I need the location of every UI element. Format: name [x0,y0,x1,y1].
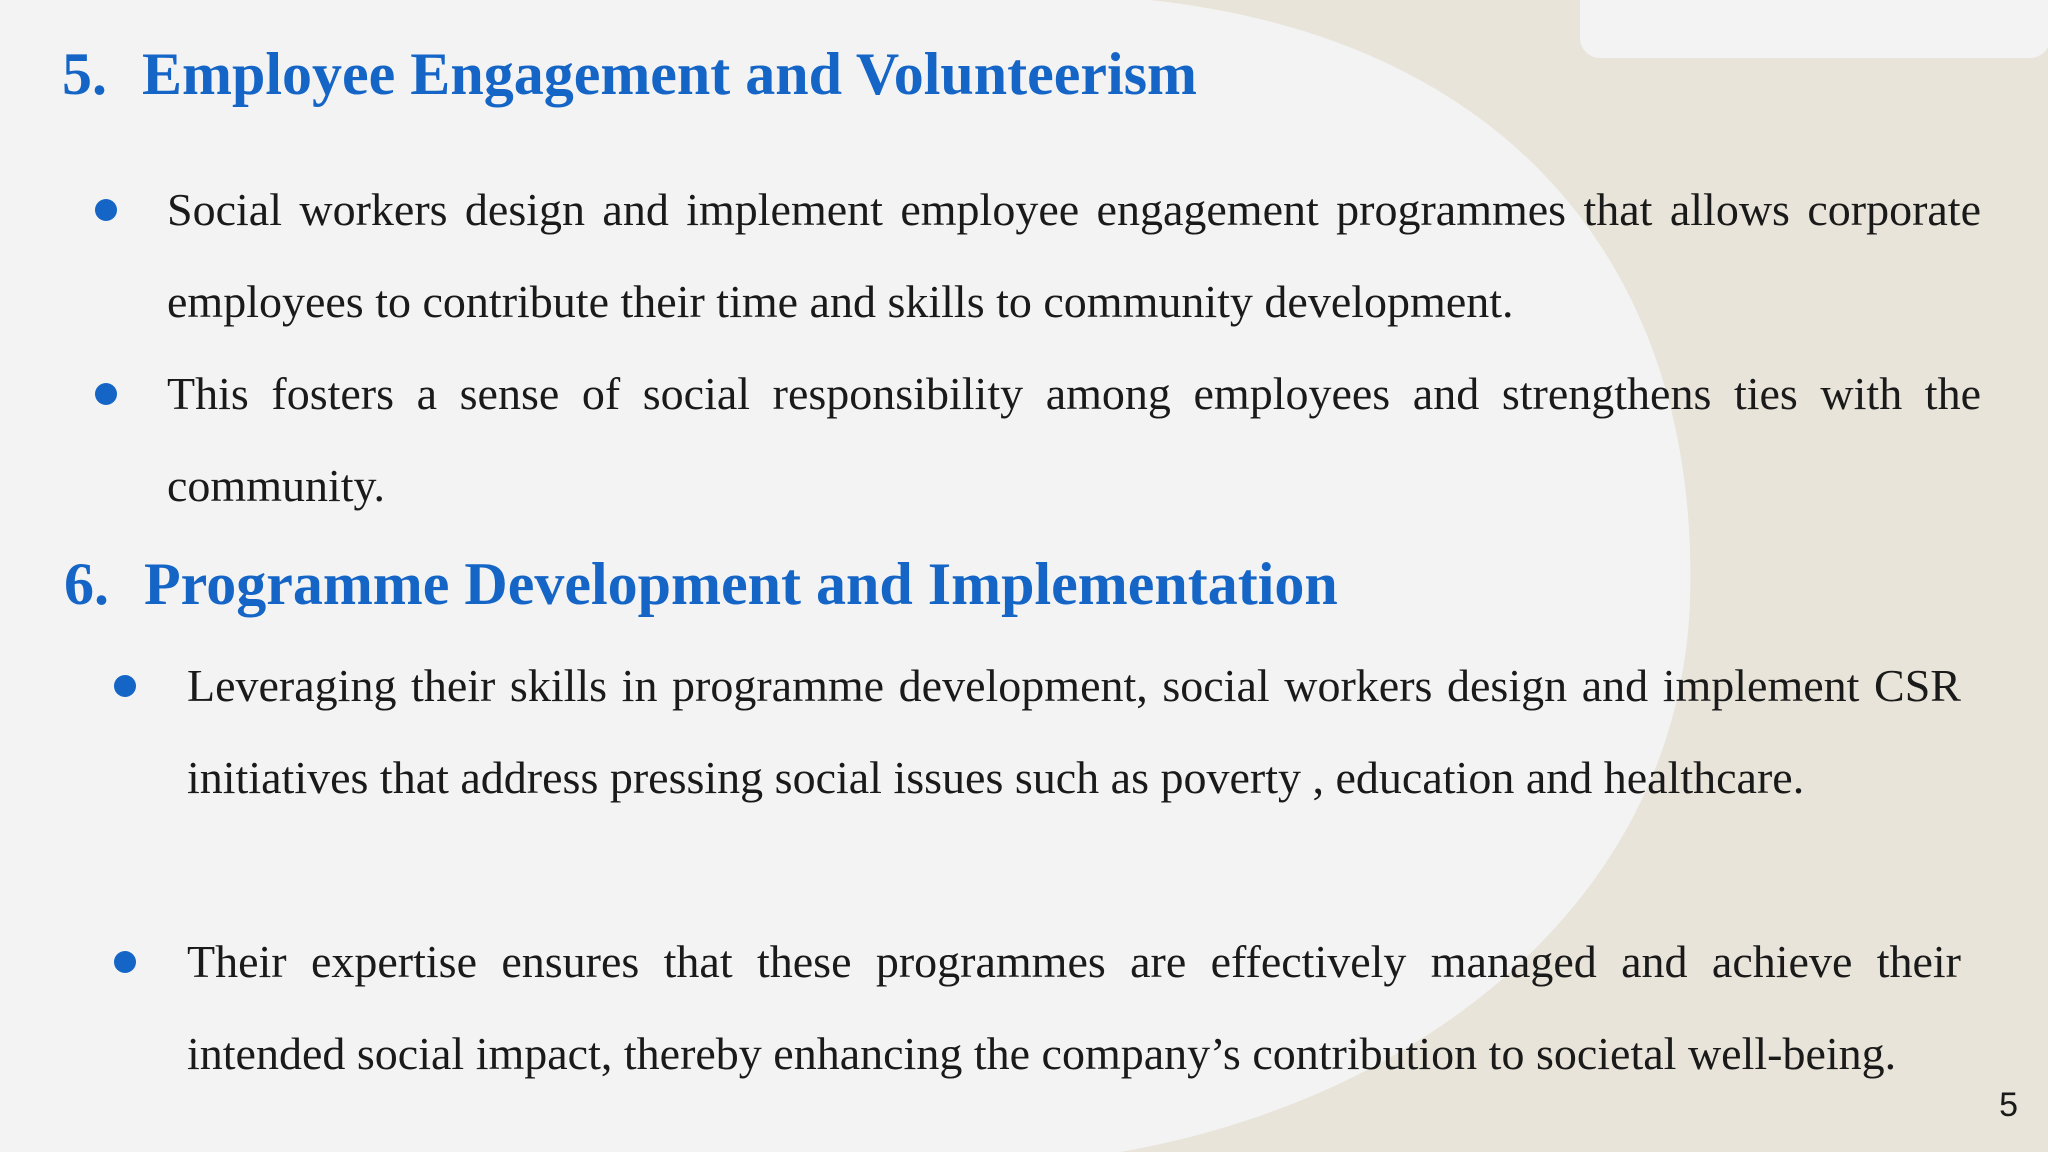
bullet-dot-icon [95,199,117,221]
bullet-dot-icon [114,951,136,973]
section-6-title: Programme Development and Implementation [144,551,1338,617]
bullet-dot-icon [114,675,136,697]
page-number: 5 [1999,1086,2018,1124]
bullet-text: Social workers design and implement employee engagement programmes that allows corporate employees to contribute their time and skills to community development. [167,184,1981,327]
bullet-text: Leveraging their skills in programme development, social workers design and implement CSR initiatives that address pressing social issues such as poverty , education and healthcare. [187,660,1961,803]
section-5-number: 5. [62,41,107,107]
section-5-title: Employee Engagement and Volunteerism [142,41,1198,107]
bullet-text: Their expertise ensures that these programmes are effectively managed and achieve their intended social impact, thereby enhancing the company’s contribution to societal well-being. [187,936,1961,1079]
bullet-dot-icon [95,383,117,405]
section-6-number: 6. [64,551,109,617]
section-5-heading [62,38,1197,110]
section-6-heading [64,548,1338,620]
bullet-text: This fosters a sense of social responsibility among employees and strengthens ties with the community. [167,368,1981,511]
